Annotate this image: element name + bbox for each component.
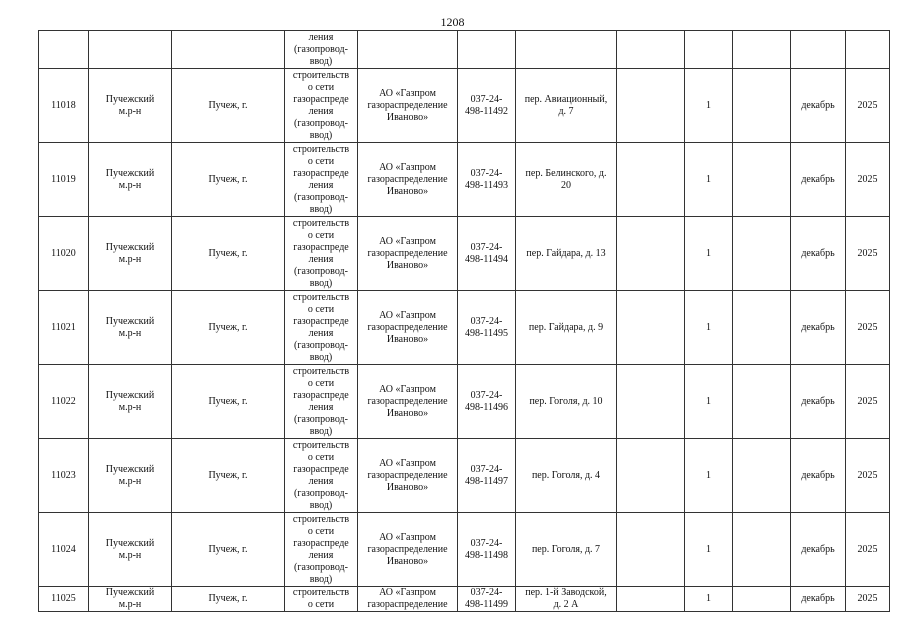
cell-address: пер. Гайдара, д. 9 [516,291,617,365]
cell-empty [733,143,791,217]
cell-organization: АО «Газпром газораспределение Иваново» [358,69,458,143]
cell-year: 2025 [846,587,890,612]
cell-locality: Пучеж, г. [172,513,285,587]
cell-district: Пучежский м.р-н [89,513,172,587]
cell-locality: Пучеж, г. [172,143,285,217]
cell-empty [733,31,791,69]
table-row-continued [39,31,890,69]
cell-number: 11019 [39,143,89,217]
table-row [39,587,890,612]
table-row [39,365,890,439]
cell-code: 037-24- 498-11498 [458,513,516,587]
cell-address: пер. Гайдара, д. 13 [516,217,617,291]
table-row [39,513,890,587]
cell-code: 037-24- 498-11495 [458,291,516,365]
cell-empty [617,217,685,291]
cell-number: 11020 [39,217,89,291]
cell-empty [733,587,791,612]
cell-empty [516,31,617,69]
cell-locality: Пучеж, г. [172,365,285,439]
cell-address: пер. Гоголя, д. 10 [516,365,617,439]
cell-empty [89,31,172,69]
cell-month: декабрь [791,69,846,143]
cell-month: декабрь [791,365,846,439]
cell-district: Пучежский м.р-н [89,69,172,143]
cell-district: Пучежский м.р-н [89,439,172,513]
cell-number: 11021 [39,291,89,365]
cell-organization: АО «Газпром газораспределение Иваново» [358,365,458,439]
cell-quantity: 1 [685,587,733,612]
cell-empty [617,69,685,143]
cell-purpose: ления (газопровод- ввод) [285,31,358,69]
cell-empty [791,31,846,69]
cell-empty [617,143,685,217]
cell-month: декабрь [791,439,846,513]
cell-locality: Пучеж, г. [172,217,285,291]
cell-quantity: 1 [685,439,733,513]
cell-locality: Пучеж, г. [172,439,285,513]
cell-purpose: строительств о сети [285,587,358,612]
table-row [39,291,890,365]
cell-number: 11024 [39,513,89,587]
cell-address: пер. Гоголя, д. 7 [516,513,617,587]
cell-address: пер. Гоголя, д. 4 [516,439,617,513]
cell-month: декабрь [791,143,846,217]
cell-district: Пучежский м.р-н [89,587,172,612]
cell-month: декабрь [791,513,846,587]
cell-year: 2025 [846,513,890,587]
cell-month: декабрь [791,291,846,365]
cell-number: 11023 [39,439,89,513]
cell-purpose: строительств о сети газораспреде ления (газопровод- ввод) [285,513,358,587]
table-row [39,217,890,291]
cell-purpose: строительств о сети газораспреде ления (газопровод- ввод) [285,69,358,143]
cell-district: Пучежский м.р-н [89,143,172,217]
cell-empty [846,31,890,69]
cell-purpose: строительств о сети газораспреде ления (газопровод- ввод) [285,365,358,439]
cell-organization: АО «Газпром газораспределение Иваново» [358,143,458,217]
cell-quantity: 1 [685,365,733,439]
cell-purpose: строительств о сети газораспреде ления (газопровод- ввод) [285,217,358,291]
cell-empty [617,439,685,513]
cell-code: 037-24- 498-11492 [458,69,516,143]
cell-purpose: строительств о сети газораспреде ления (газопровод- ввод) [285,439,358,513]
cell-empty [617,291,685,365]
cell-year: 2025 [846,365,890,439]
cell-code: 037-24- 498-11494 [458,217,516,291]
cell-number: 11025 [39,587,89,612]
table-row [39,143,890,217]
cell-empty [733,365,791,439]
cell-empty [733,69,791,143]
cell-organization: АО «Газпром газораспределение Иваново» [358,217,458,291]
cell-empty [733,439,791,513]
cell-quantity: 1 [685,217,733,291]
cell-address: пер. Белинского, д. 20 [516,143,617,217]
cell-empty [617,587,685,612]
cell-code: 037-24- 498-11497 [458,439,516,513]
cell-empty [685,31,733,69]
cell-district: Пучежский м.р-н [89,291,172,365]
cell-organization: АО «Газпром газораспределение Иваново» [358,513,458,587]
cell-empty [733,513,791,587]
cell-year: 2025 [846,291,890,365]
cell-organization: АО «Газпром газораспределение [358,587,458,612]
cell-code: 037-24- 498-11499 [458,587,516,612]
cell-organization: АО «Газпром газораспределение Иваново» [358,291,458,365]
cell-code: 037-24- 498-11493 [458,143,516,217]
table-row [39,439,890,513]
cell-empty [458,31,516,69]
cell-district: Пучежский м.р-н [89,217,172,291]
cell-address: пер. Авиационный, д. 7 [516,69,617,143]
cell-locality: Пучеж, г. [172,291,285,365]
data-table [38,30,890,612]
cell-quantity: 1 [685,69,733,143]
cell-empty [39,31,89,69]
cell-purpose: строительств о сети газораспреде ления (газопровод- ввод) [285,291,358,365]
cell-month: декабрь [791,587,846,612]
cell-empty [358,31,458,69]
cell-empty [617,365,685,439]
cell-purpose: строительств о сети газораспреде ления (газопровод- ввод) [285,143,358,217]
cell-year: 2025 [846,69,890,143]
cell-empty [733,291,791,365]
cell-empty [617,513,685,587]
cell-month: декабрь [791,217,846,291]
cell-year: 2025 [846,217,890,291]
cell-year: 2025 [846,439,890,513]
cell-number: 11018 [39,69,89,143]
cell-empty [617,31,685,69]
cell-quantity: 1 [685,513,733,587]
cell-district: Пучежский м.р-н [89,365,172,439]
cell-locality: Пучеж, г. [172,69,285,143]
cell-locality: Пучеж, г. [172,587,285,612]
cell-number: 11022 [39,365,89,439]
page-number: 1208 [440,15,465,29]
cell-year: 2025 [846,143,890,217]
cell-code: 037-24- 498-11496 [458,365,516,439]
cell-quantity: 1 [685,291,733,365]
cell-quantity: 1 [685,143,733,217]
cell-organization: АО «Газпром газораспределение Иваново» [358,439,458,513]
table-row [39,69,890,143]
cell-empty [172,31,285,69]
cell-address: пер. 1-й Заводской, д. 2 А [516,587,617,612]
cell-empty [733,217,791,291]
